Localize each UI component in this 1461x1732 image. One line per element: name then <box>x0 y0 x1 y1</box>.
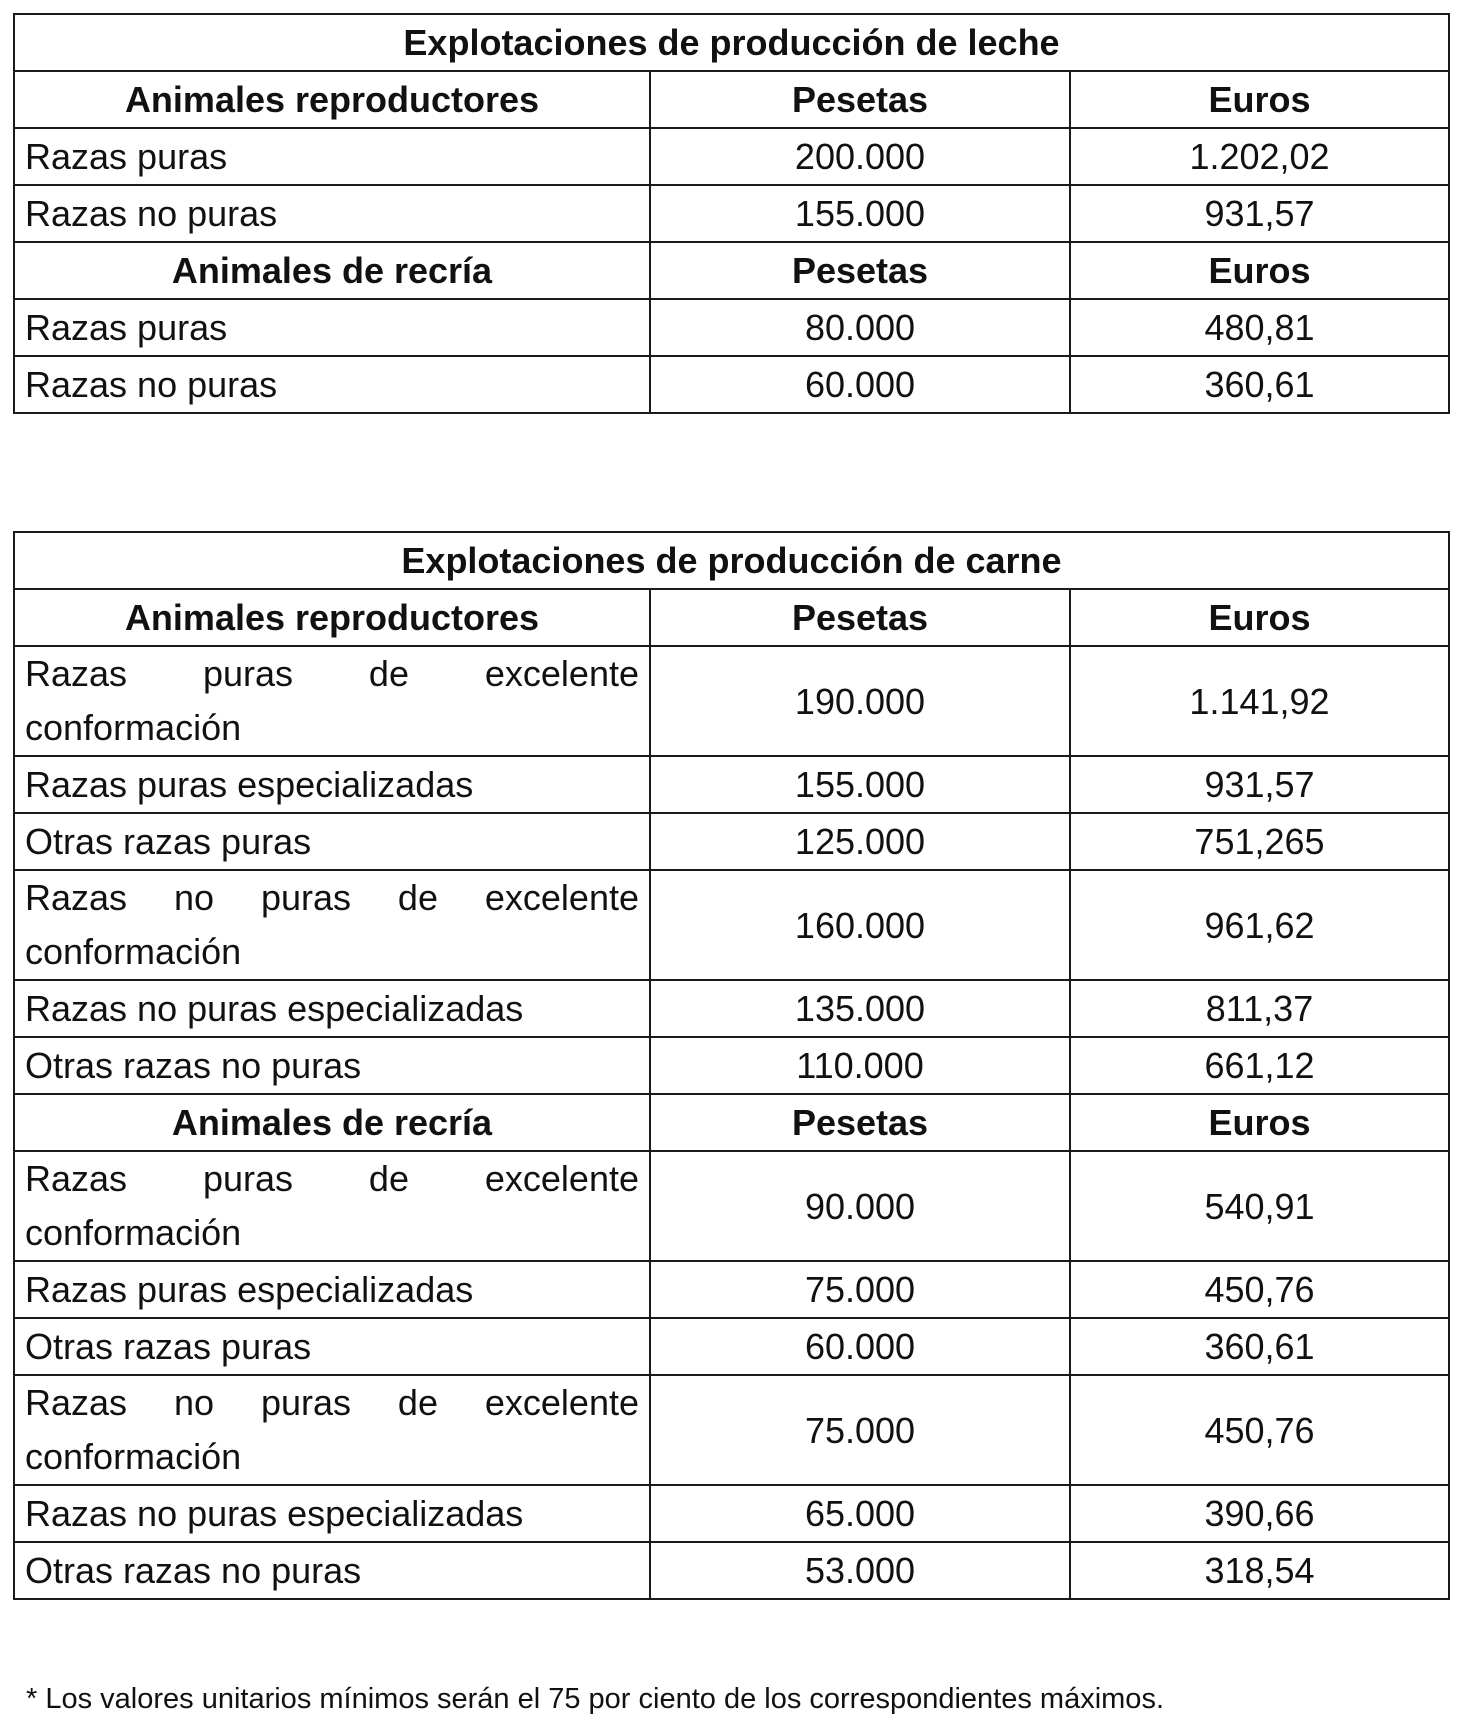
section-header-row <box>14 589 1449 646</box>
section-header-label: Animales reproductores <box>14 71 650 128</box>
row-label: Razas no puras de excelente conformación <box>14 870 650 980</box>
pesetas-value: 60.000 <box>650 356 1070 413</box>
pesetas-value: 90.000 <box>650 1151 1070 1261</box>
row-label: Razas no puras especializadas <box>14 980 650 1037</box>
euros-value: 360,61 <box>1070 1318 1449 1375</box>
table-row <box>14 813 1449 870</box>
pesetas-value: 155.000 <box>650 756 1070 813</box>
pesetas-value: 110.000 <box>650 1037 1070 1094</box>
table-row <box>14 356 1449 413</box>
column-header-euros: Euros <box>1070 242 1449 299</box>
table-row <box>14 646 1449 756</box>
row-label: Razas puras de excelente conformación <box>14 1151 650 1261</box>
pesetas-value: 200.000 <box>650 128 1070 185</box>
section-header-label: Animales de recría <box>14 1094 650 1151</box>
euros-value: 450,76 <box>1070 1261 1449 1318</box>
euros-value: 540,91 <box>1070 1151 1449 1261</box>
column-header-pesetas: Pesetas <box>650 589 1070 646</box>
euros-value: 1.202,02 <box>1070 128 1449 185</box>
section-header-label: Animales reproductores <box>14 589 650 646</box>
pesetas-value: 135.000 <box>650 980 1070 1037</box>
pesetas-value: 155.000 <box>650 185 1070 242</box>
euros-value: 961,62 <box>1070 870 1449 980</box>
pesetas-value: 75.000 <box>650 1261 1070 1318</box>
table-row <box>14 980 1449 1037</box>
table-title: Explotaciones de producción de carne <box>14 532 1449 589</box>
table-row <box>14 1151 1449 1261</box>
column-header-euros: Euros <box>1070 71 1449 128</box>
table-title-row <box>14 14 1449 71</box>
row-label: Razas puras especializadas <box>14 1261 650 1318</box>
section-header-label: Animales de recría <box>14 242 650 299</box>
euros-value: 450,76 <box>1070 1375 1449 1485</box>
table-row <box>14 756 1449 813</box>
column-header-pesetas: Pesetas <box>650 242 1070 299</box>
row-label: Otras razas puras <box>14 813 650 870</box>
table-row <box>14 1318 1449 1375</box>
row-label: Razas puras <box>14 128 650 185</box>
table-row <box>14 1485 1449 1542</box>
euros-value: 931,57 <box>1070 185 1449 242</box>
euros-value: 1.141,92 <box>1070 646 1449 756</box>
row-label: Razas puras especializadas <box>14 756 650 813</box>
table-title: Explotaciones de producción de leche <box>14 14 1449 71</box>
pesetas-value: 60.000 <box>650 1318 1070 1375</box>
pesetas-value: 125.000 <box>650 813 1070 870</box>
euros-value: 390,66 <box>1070 1485 1449 1542</box>
column-header-euros: Euros <box>1070 589 1449 646</box>
euros-value: 318,54 <box>1070 1542 1449 1599</box>
euros-value: 931,57 <box>1070 756 1449 813</box>
row-label: Razas no puras especializadas <box>14 1485 650 1542</box>
euros-value: 661,12 <box>1070 1037 1449 1094</box>
column-header-pesetas: Pesetas <box>650 1094 1070 1151</box>
section-header-row <box>14 242 1449 299</box>
column-header-pesetas: Pesetas <box>650 71 1070 128</box>
row-label: Otras razas no puras <box>14 1542 650 1599</box>
euros-value: 360,61 <box>1070 356 1449 413</box>
pesetas-value: 80.000 <box>650 299 1070 356</box>
table-title-row <box>14 532 1449 589</box>
euros-value: 751,265 <box>1070 813 1449 870</box>
section-header-row <box>14 71 1449 128</box>
table-row <box>14 185 1449 242</box>
row-label: Razas no puras <box>14 185 650 242</box>
table-row <box>14 1542 1449 1599</box>
table-row <box>14 1261 1449 1318</box>
pesetas-value: 65.000 <box>650 1485 1070 1542</box>
table-carne <box>13 531 1450 1600</box>
row-label: Otras razas puras <box>14 1318 650 1375</box>
table-leche <box>13 13 1450 414</box>
column-header-euros: Euros <box>1070 1094 1449 1151</box>
table-row <box>14 1037 1449 1094</box>
row-label: Razas no puras <box>14 356 650 413</box>
row-label: Razas puras <box>14 299 650 356</box>
row-label: Razas puras de excelente conformación <box>14 646 650 756</box>
table-row <box>14 1375 1449 1485</box>
pesetas-value: 75.000 <box>650 1375 1070 1485</box>
row-label: Razas no puras de excelente conformación <box>14 1375 650 1485</box>
pesetas-value: 53.000 <box>650 1542 1070 1599</box>
pesetas-value: 190.000 <box>650 646 1070 756</box>
footnote: * Los valores unitarios mínimos serán el 75 por ciento de los correspondientes máximos. <box>26 1683 1164 1715</box>
table-row <box>14 870 1449 980</box>
euros-value: 480,81 <box>1070 299 1449 356</box>
row-label: Otras razas no puras <box>14 1037 650 1094</box>
euros-value: 811,37 <box>1070 980 1449 1037</box>
pesetas-value: 160.000 <box>650 870 1070 980</box>
section-header-row <box>14 1094 1449 1151</box>
table-row <box>14 299 1449 356</box>
table-row <box>14 128 1449 185</box>
